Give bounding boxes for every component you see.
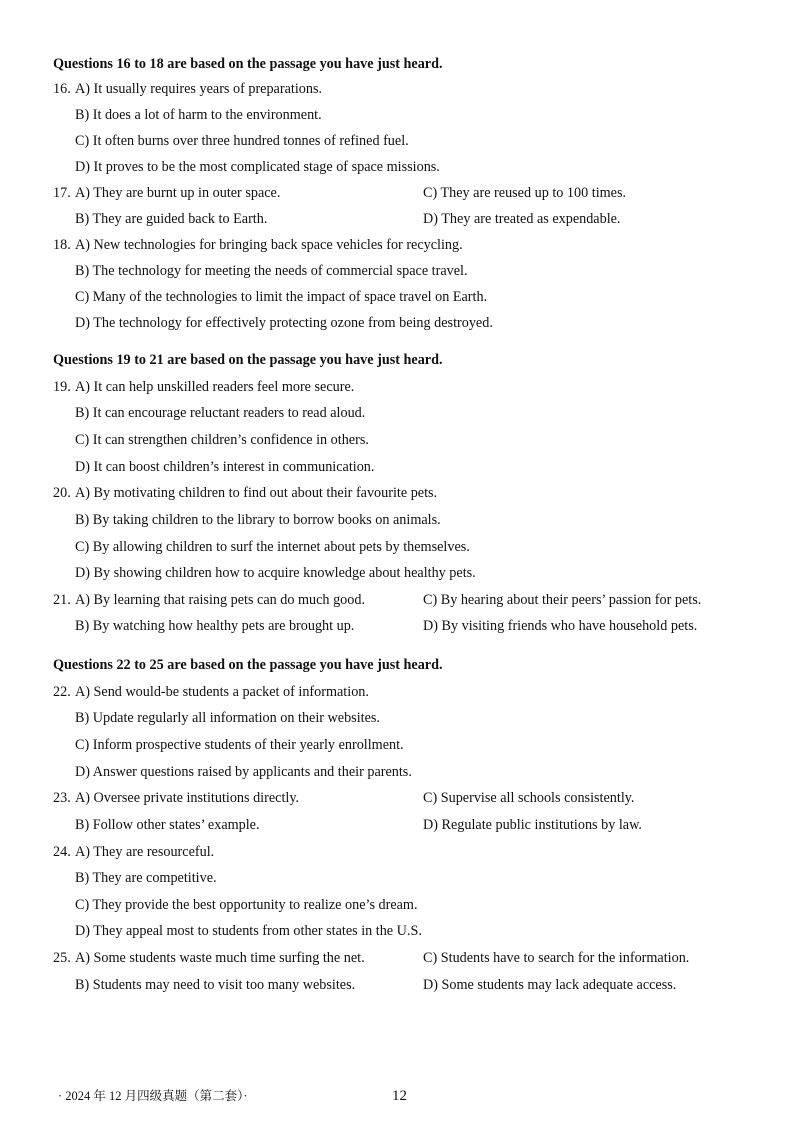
option: D) By showing children how to acquire knowledge about healthy pets.	[75, 565, 476, 581]
page-number: 12	[392, 1088, 407, 1104]
option: C) It often burns over three hundred tonnes of refined fuel.	[75, 133, 409, 149]
question-number: 19.	[53, 379, 71, 395]
option: C) It can strengthen children’s confidence in others.	[75, 432, 369, 448]
option: B) By watching how healthy pets are brought up.	[75, 618, 355, 634]
option: B) By taking children to the library to borrow books on animals.	[75, 512, 441, 528]
option: B) Students may need to visit too many websites.	[75, 977, 356, 993]
option: B) They are competitive.	[75, 870, 217, 886]
option: A) By motivating children to find out about their favourite pets.	[75, 485, 438, 501]
option: D) They appeal most to students from other states in the U.S.	[75, 923, 422, 939]
question-number: 18.	[53, 237, 71, 253]
option: B) The technology for meeting the needs of commercial space travel.	[75, 263, 468, 279]
question-number: 16.	[53, 81, 71, 97]
option: A) It can help unskilled readers feel more secure.	[75, 379, 355, 395]
option: A) They are resourceful.	[75, 844, 215, 860]
section-heading: Questions 22 to 25 are based on the passage you have just heard.	[53, 657, 443, 673]
option: A) Oversee private institutions directly.	[75, 790, 300, 806]
option: B) Update regularly all information on their websites.	[75, 710, 380, 726]
option: B) It does a lot of harm to the environment.	[75, 107, 322, 123]
option: D) Some students may lack adequate access.	[423, 977, 677, 993]
option: C) They provide the best opportunity to realize one’s dream.	[75, 897, 418, 913]
option: D) Regulate public institutions by law.	[423, 817, 642, 833]
option: A) Send would-be students a packet of information.	[75, 684, 369, 700]
option: D) They are treated as expendable.	[423, 211, 621, 227]
option: C) They are reused up to 100 times.	[423, 185, 627, 201]
question-number: 21.	[53, 592, 71, 608]
option: B) They are guided back to Earth.	[75, 211, 268, 227]
option: C) By allowing children to surf the internet about pets by themselves.	[75, 539, 470, 555]
option: C) Supervise all schools consistently.	[423, 790, 635, 806]
question-number: 24.	[53, 844, 71, 860]
option: D) It proves to be the most complicated stage of space missions.	[75, 159, 440, 175]
question-number: 22.	[53, 684, 71, 700]
option: A) By learning that raising pets can do much good.	[75, 592, 365, 608]
option: D) The technology for effectively protecting ozone from being destroyed.	[75, 315, 493, 331]
question-number: 17.	[53, 185, 71, 201]
option: B) Follow other states’ example.	[75, 817, 260, 833]
question-number: 23.	[53, 790, 71, 806]
section-heading: Questions 16 to 18 are based on the passage you have just heard.	[53, 56, 443, 72]
question-number: 20.	[53, 485, 71, 501]
section-heading: Questions 19 to 21 are based on the passage you have just heard.	[53, 352, 443, 368]
option: A) It usually requires years of preparations.	[75, 81, 323, 97]
option: A) They are burnt up in outer space.	[75, 185, 281, 201]
option: C) Inform prospective students of their yearly enrollment.	[75, 737, 404, 753]
option: B) It can encourage reluctant readers to read aloud.	[75, 405, 366, 421]
option: C) Students have to search for the information.	[423, 950, 690, 966]
option: D) Answer questions raised by applicants and their parents.	[75, 764, 412, 780]
option: C) Many of the technologies to limit the impact of space travel on Earth.	[75, 289, 488, 305]
option: D) By visiting friends who have household pets.	[423, 618, 698, 634]
option: A) Some students waste much time surfing the net.	[75, 950, 365, 966]
option: C) By hearing about their peers’ passion for pets.	[423, 592, 702, 608]
question-number: 25.	[53, 950, 71, 966]
option: D) It can boost children’s interest in communication.	[75, 459, 375, 475]
footer-title: · 2024 年 12 月四级真题（第二套）·	[58, 1089, 248, 1103]
option: A) New technologies for bringing back space vehicles for recycling.	[75, 237, 463, 253]
